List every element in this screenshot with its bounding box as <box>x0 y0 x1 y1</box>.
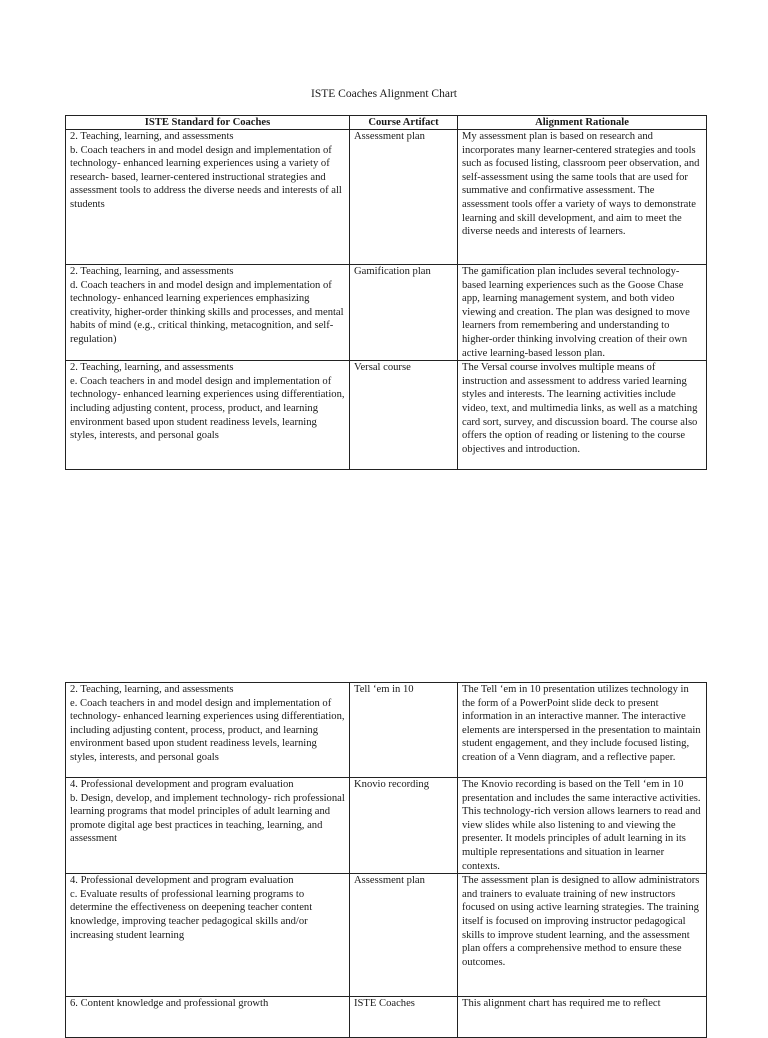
rationale-cell: The Knovio recording is based on the Tell ‘em in 10 presentation and includes the same interactive activities. This technology-rich version allows learners to read and view slides while also listening to and viewing the presenter. It models principles of adult learning in its multiple representations and situation in learner contexts. <box>458 778 707 874</box>
standard-cell: 2. Teaching, learning, and assessments e. Coach teachers in and model design and implementation of technology- enhanced learning experiences using differentiation, including adjusting content, process, product, and learning environment based upon student readiness levels, learning styles, interests, and personal goals <box>66 683 350 778</box>
standard-cell: 4. Professional development and program evaluation c. Evaluate results of professional learning programs to determine the effectiveness on deepening teacher content knowledge, improving teacher pedagogical skills and/or increasing student learning <box>66 874 350 997</box>
rationale-cell: The gamification plan includes several technology-based learning experiences such as the Goose Chase app, learning management system, and both video viewing and creation. The plan was designed to move learners from remembering and understanding to higher-order thinking involving creation of their own active learning-based lesson plan. <box>458 265 707 361</box>
rationale-cell: This alignment chart has required me to reflect <box>458 997 707 1038</box>
alignment-table-page-1 <box>65 115 707 470</box>
standard-cell: 4. Professional development and program evaluation b. Design, develop, and implement technology- rich professional learning programs that model principles of adult learning and promote digital age best practices in teaching, learning, and assessment <box>66 778 350 874</box>
table-row <box>66 130 707 265</box>
rationale-cell: My assessment plan is based on research and incorporates many learner-centered strategies and tools such as focused listing, classroom peer observation, and self-assessment using the same tools that are used for summative and confirmative assessment. The assessment tools offer a variety of ways to demonstrate learning and skill development, and aim to meet the diverse needs and interests of learners. <box>458 130 707 265</box>
artifact-cell: Assessment plan <box>350 130 458 265</box>
table-row <box>66 683 707 778</box>
header-artifact: Course Artifact <box>350 116 458 130</box>
table-row <box>66 874 707 997</box>
table-row <box>66 265 707 361</box>
artifact-cell: ISTE Coaches <box>350 997 458 1038</box>
artifact-cell: Versal course <box>350 361 458 470</box>
table-row <box>66 997 707 1038</box>
rationale-cell: The assessment plan is designed to allow administrators and trainers to evaluate training of new instructors focused on using active learning strategies. The training itself is focused on improving instructor pedagogical skills to improve student learning, and the assessment plan offers a comprehensive method to ensure these outcomes. <box>458 874 707 997</box>
standard-cell: 2. Teaching, learning, and assessments d. Coach teachers in and model design and implementation of technology- enhanced learning experiences emphasizing creativity, higher-order thinking skills and processes, and mental habits of mind (e.g., critical thinking, metacognition, and self-regulation) <box>66 265 350 361</box>
table-row <box>66 778 707 874</box>
chart-title: ISTE Coaches Alignment Chart <box>311 88 457 100</box>
header-standard: ISTE Standard for Coaches <box>66 116 350 130</box>
alignment-table-page-2 <box>65 682 707 1038</box>
table-header-row <box>66 116 707 130</box>
header-rationale: Alignment Rationale <box>458 116 707 130</box>
table-row <box>66 361 707 470</box>
rationale-cell: The Versal course involves multiple means of instruction and assessment to address varied learning styles and interests. The learning activities include video, text, and multimedia links, as well as a matching card sort, survey, and discussion board. The course also offers the option of reading or listening to the course objectives and introduction. <box>458 361 707 470</box>
standard-cell: 6. Content knowledge and professional growth <box>66 997 350 1038</box>
standard-cell: 2. Teaching, learning, and assessments b. Coach teachers in and model design and implementation of technology- enhanced learning experiences using a variety of research- based, learner-centered instructional strategies and assessment tools to address the diverse needs and interests of all students <box>66 130 350 265</box>
standard-cell: 2. Teaching, learning, and assessments e. Coach teachers in and model design and implementation of technology- enhanced learning experiences using differentiation, including adjusting content, process, product, and learning environment based upon student readiness levels, learning styles, interests, and personal goals <box>66 361 350 470</box>
artifact-cell: Knovio recording <box>350 778 458 874</box>
artifact-cell: Assessment plan <box>350 874 458 997</box>
rationale-cell: The Tell ‘em in 10 presentation utilizes technology in the form of a PowerPoint slide deck to present information in an interactive manner. The interactive elements are interspersed in the presentation to maintain student engagement, and they include focused listing, creation of a Venn diagram, and a reflective paper. <box>458 683 707 778</box>
artifact-cell: Gamification plan <box>350 265 458 361</box>
artifact-cell: Tell ‘em in 10 <box>350 683 458 778</box>
